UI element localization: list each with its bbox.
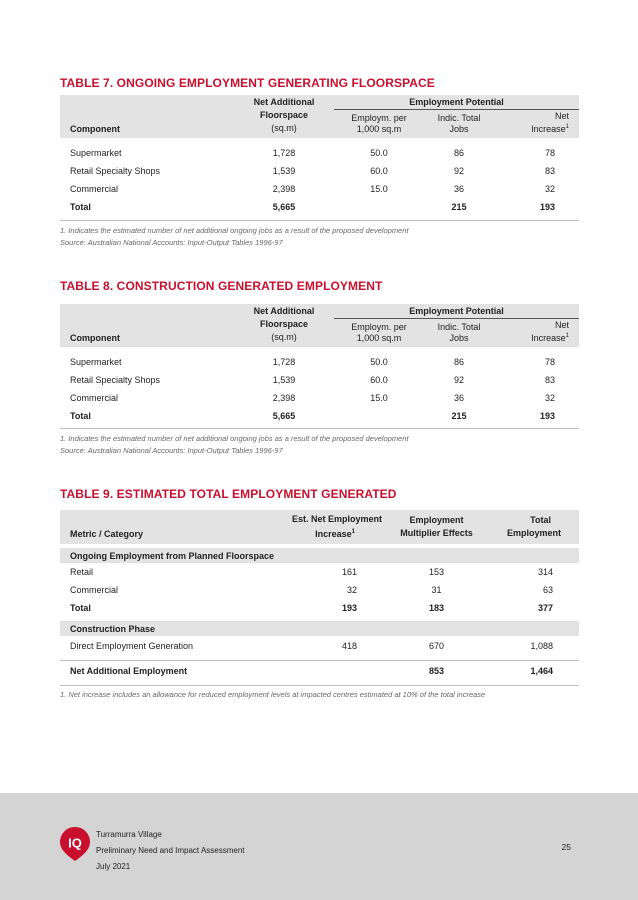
row-component: Supermarket [70,357,122,367]
row-jobs: 86 [453,357,464,367]
total-emp [334,407,424,425]
row-floorspace: 1,728 [272,357,296,367]
row-emp: 50.0 [370,357,388,367]
total-row [60,198,579,216]
footnote-text: 1. Net increase includes an allowance for reduced employment levels at impacted centres estimated at 10% of the total increase [60,690,486,699]
total-est: 193 [341,603,357,613]
floorspace-header-line2: Floorspace [259,110,308,120]
total-label: Total [70,411,91,421]
est-footnote-mark: 1 [351,529,355,535]
row-total: 1,088 [530,641,553,651]
row-metric: Commercial [70,585,119,595]
total-floorspace: 5,665 [272,411,296,421]
table7 [60,95,579,216]
total-row [60,599,579,617]
row-net: 32 [544,393,555,403]
employment-potential-header: Employment Potential [334,304,579,318]
row-component: Retail Specialty Shops [70,166,161,176]
total-total: 377 [537,603,553,613]
employment-potential-header: Employment Potential [334,95,579,109]
net-footnote-mark: 1 [565,124,569,130]
row-jobs: 86 [453,148,464,158]
est-header: Est. Net Employment [291,514,382,524]
row-metric: Direct Employment Generation [70,641,194,651]
section-ongoing-label: Ongoing Employment from Planned Floorspace [70,550,275,561]
total-jobs: 215 [451,202,467,212]
net-label: Net Additional Employment [70,666,188,677]
row-jobs: 92 [453,375,464,385]
source-text: Source: Australian National Accounts: Input-Output Tables 1996-97 [60,238,283,247]
net-additional-row [60,660,579,682]
total-floorspace: 5,665 [272,202,296,212]
table-row [60,563,579,581]
total-net: 193 [539,411,555,421]
page-number: 25 [561,842,571,852]
footnote-text: 1. Indicates the estimated number of net additional ongoing jobs as a result of the proposed development [60,434,409,443]
row-jobs: 36 [453,393,464,403]
total-header-line2: Employment [506,528,561,538]
total-label: Total [70,603,91,613]
total-row [60,407,579,425]
net-header: Net [554,111,569,121]
row-mult: 31 [431,585,442,595]
row-component: Commercial [70,184,119,194]
source-text: Source: Australian National Accounts: Input-Output Tables 1996-97 [60,446,283,455]
net-footnote-mark: 1 [565,333,569,339]
row-net: 78 [544,148,555,158]
net-header: Net [554,320,569,330]
divider [60,685,579,686]
footer-report: Preliminary Need and Impact Assessment [96,846,245,855]
row-mult: 670 [428,641,445,651]
net-est [260,660,389,682]
total-mult: 183 [428,603,445,613]
table9-footnote [60,689,485,701]
row-floorspace: 1,539 [272,375,296,385]
divider [60,220,579,221]
row-net: 78 [544,357,555,367]
row-emp: 15.0 [370,393,388,403]
row-jobs: 92 [453,166,464,176]
row-total: 314 [537,567,553,577]
section-header-row [60,548,579,563]
table-row [60,581,579,599]
table-row [60,144,579,162]
total-emp [334,198,424,216]
row-floorspace: 2,398 [272,393,296,403]
table8-section [60,279,579,455]
table-row [60,353,579,371]
row-net: 83 [544,166,555,176]
row-total: 63 [542,585,553,595]
row-net: 32 [544,184,555,194]
metric-header: Metric / Category [70,529,144,539]
net-mult: 853 [428,666,445,677]
mult-header-line2: Multiplier Effects [400,528,473,538]
table7-footnote [60,225,409,249]
net-total: 1,464 [530,666,553,677]
mult-header: Employment [409,515,464,525]
net-header-line2: Increase [531,333,566,343]
row-emp: 60.0 [370,375,388,385]
emp-per-header: Employm. per [351,113,407,123]
section-header-row [60,621,579,636]
floorspace-header: Net Additional [253,306,315,316]
footer-date: July 2021 [96,862,131,871]
table9 [60,510,579,682]
table8 [60,304,579,425]
table-row [60,180,579,198]
floorspace-header-line2: Floorspace [259,319,308,329]
row-emp: 50.0 [370,148,388,158]
logo-text: IQ [68,835,82,851]
table-row [60,389,579,407]
emp-per-unit: 1,000 sq.m [356,333,402,343]
row-component: Retail Specialty Shops [70,375,161,385]
row-est: 161 [341,567,357,577]
row-metric: Retail [70,567,94,577]
row-est: 418 [341,641,357,651]
jobs-header: Indic. Total [437,322,481,332]
row-component: Commercial [70,393,119,403]
row-est: 32 [346,585,357,595]
row-jobs: 36 [453,184,464,194]
total-header: Total [530,515,551,525]
row-net: 83 [544,375,555,385]
footer-info [96,827,245,875]
jobs-header: Indic. Total [437,113,481,123]
total-label: Total [70,202,91,212]
net-header-line2: Increase [531,124,566,134]
row-floorspace: 2,398 [272,184,296,194]
table9-title: TABLE 9. ESTIMATED TOTAL EMPLOYMENT GENERATED [60,487,397,501]
emp-per-header: Employm. per [351,322,407,332]
section-construction-label: Construction Phase [70,623,156,634]
table-row [60,371,579,389]
table8-footnote [60,433,409,457]
emp-per-unit: 1,000 sq.m [356,124,402,134]
component-header: Component [70,333,120,343]
footnote-text: 1. Indicates the estimated number of net additional ongoing jobs as a result of the proposed development [60,226,409,235]
page-footer [0,793,638,900]
table8-title: TABLE 8. CONSTRUCTION GENERATED EMPLOYMENT [60,279,383,293]
table7-section [60,76,579,247]
total-net: 193 [539,202,555,212]
row-mult: 153 [428,567,445,577]
floorspace-header: Net Additional [253,97,315,107]
row-component: Supermarket [70,148,122,158]
divider [60,428,579,429]
row-emp: 15.0 [370,184,388,194]
table9-section [60,487,579,699]
table-row [60,636,579,656]
floorspace-unit: (sq.m) [271,332,297,342]
est-header-line2: Increase [315,529,352,539]
table7-title: TABLE 7. ONGOING EMPLOYMENT GENERATING FLOORSPACE [60,76,435,90]
table-row [60,162,579,180]
jobs-header-line2: Jobs [449,333,469,343]
footer-project: Turramurra Village [96,830,162,839]
iq-logo-icon [59,826,91,862]
floorspace-unit: (sq.m) [271,123,297,133]
component-header: Component [70,124,120,134]
row-emp: 60.0 [370,166,388,176]
jobs-header-line2: Jobs [449,124,469,134]
row-floorspace: 1,539 [272,166,296,176]
total-jobs: 215 [451,411,467,421]
row-floorspace: 1,728 [272,148,296,158]
